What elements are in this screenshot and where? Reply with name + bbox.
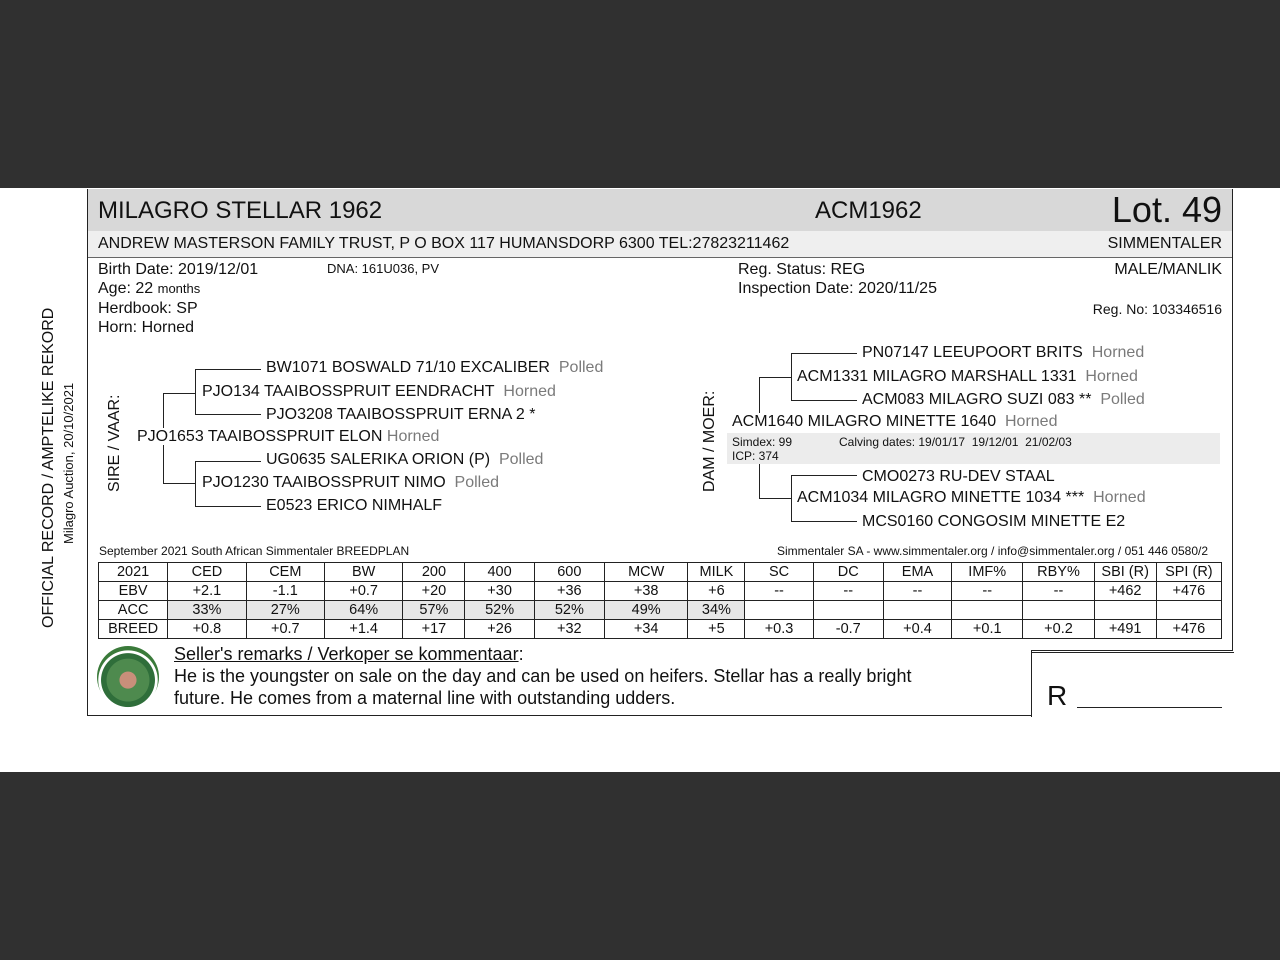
ebv-cell: +0.7 [246,620,324,639]
ebv-cell: -- [813,582,883,601]
sire-bracket-lower [195,461,196,507]
animal-name: PJO1653 TAAIBOSSPRUIT ELON [137,428,383,445]
ebv-cell: ACC [99,601,168,620]
ebv-cell: 200 [403,563,465,582]
ebv-cell: +2.1 [168,582,246,601]
animal-name: PJO1230 TAAIBOSSPRUIT NIMO [202,474,446,491]
ebv-cell: -- [1023,582,1094,601]
animal-name: E0523 ERICO NIMHALF [266,497,443,514]
breed-text: SIMMENTALER [1107,235,1222,252]
sire-upper-parent [202,383,556,401]
ebv-cell [1094,601,1156,620]
breedplan-contact: Simmentaler SA - www.simmentaler.org / info@simmentaler.org / 051 446 0580/2 [776,544,1208,558]
ebv-cell: RBY% [1023,563,1094,582]
ebv-cell: +0.3 [745,620,813,639]
animal-name: CMO0273 RU-DEV STAAL [862,468,1055,485]
ebv-cell [1156,601,1221,620]
sire-label: SIRE / VAAR: [106,394,123,492]
ebv-cell: EMA [883,563,951,582]
horn-status: Polled [454,474,500,491]
ebv-cell: +26 [465,620,534,639]
ebv-cell: 2021 [99,563,168,582]
animal-name: PJO3208 TAAIBOSSPRUIT ERNA 2 * [266,406,536,423]
remarks-line-2: future. He comes from a maternal line with outstanding udders. [174,688,676,708]
ebv-cell: +462 [1094,582,1156,601]
calving-dates: Calving dates: 19/01/17 19/12/01 21/02/03 [839,435,1072,449]
dam-upper-gp2 [862,391,1145,409]
ebv-cell: 600 [534,563,604,582]
remarks-heading: Seller's remarks / Verkoper se kommentaar [174,644,519,664]
dam-lower-gp1 [862,468,1055,486]
age-value: Age: 22 [98,280,154,297]
dam-bracket-upper [759,377,760,413]
horn-status: Horned [386,428,440,445]
ebv-cell: +476 [1156,582,1221,601]
ebv-cell: +0.2 [1023,620,1094,639]
ebv-cell: IMF% [952,563,1023,582]
ebv-cell: -- [952,582,1023,601]
horn-status: Horned [1091,344,1145,361]
simdex: Simdex: 99 [732,435,793,449]
animal-code: ACM1962 [815,197,922,224]
age-unit: months [157,281,201,296]
ebv-cell: +491 [1094,620,1156,639]
horn-status: Horn: Horned [98,319,195,336]
ebv-cell: 64% [325,601,403,620]
auction-label: Milagro Auction, 20/10/2021 [61,382,76,544]
ebv-cell: BREED [99,620,168,639]
dna: DNA: 161U036, PV [327,261,440,276]
ebv-cell: -1.1 [246,582,324,601]
sire-lower-parent [202,474,499,492]
simmentaler-logo [97,646,159,708]
sire-upper-gp2 [266,406,535,424]
ebv-cell [952,601,1023,620]
owner-row [88,231,1232,258]
reg-status: Reg. Status: REG [738,261,866,278]
horn-status: Horned [1093,489,1146,506]
ebv-table [98,562,1222,639]
sire-lower-gp1 [266,451,543,469]
ebv-cell: +17 [403,620,465,639]
price-label: R [1047,680,1068,711]
ebv-cell: +32 [534,620,604,639]
remarks-title: Seller's remarks / Verkoper se kommentaar: [174,644,524,664]
ebv-cell: +0.4 [883,620,951,639]
owner-text: ANDREW MASTERSON FAMILY TRUST, P O BOX 117 HUMANSDORP 6300 TEL:27823211462 [98,235,790,252]
ebv-cell: +20 [403,582,465,601]
catalogue-page [0,188,1280,772]
animal-name: PJO134 TAAIBOSSPRUIT EENDRACHT [202,383,495,400]
dam-bracket-lower [759,464,760,499]
lot-number: Lot. 49 [1111,189,1222,230]
ebv-cell: BW [325,563,403,582]
dam-label: DAM / MOER: [701,390,718,492]
ebv-cell: -0.7 [813,620,883,639]
ebv-cell: +0.1 [952,620,1023,639]
ebv-cell: MCW [604,563,687,582]
horn-status: Horned [503,383,556,400]
ebv-cell [1023,601,1094,620]
ebv-cell: SBI (R) [1094,563,1156,582]
ebv-cell: +30 [465,582,534,601]
animal-name: ACM1034 MILAGRO MINETTE 1034 *** [797,489,1085,506]
ebv-row-breed [99,620,1222,639]
ebv-cell: SC [745,563,813,582]
ebv-cell: MILK [688,563,745,582]
age [98,280,200,298]
animal-name: ACM1331 MILAGRO MARSHALL 1331 [797,368,1077,385]
ebv-cell [745,601,813,620]
dam-upper-gp1 [862,344,1144,362]
ebv-cell: SPI (R) [1156,563,1221,582]
dam-upper-parent [797,368,1138,386]
animal-name: ACM1640 MILAGRO MINETTE 1640 [732,413,997,430]
ebv-cell: -- [745,582,813,601]
ebv-cell: +1.4 [325,620,403,639]
ebv-row-ebv [99,582,1222,601]
ebv-cell: 34% [688,601,745,620]
ebv-row-acc [99,601,1222,620]
dam-lower-gp2 [862,513,1125,531]
sire-lower-gp2 [266,497,442,515]
animal-name: MCS0160 CONGOSIM MINETTE E2 [862,513,1126,530]
ebv-cell: +5 [688,620,745,639]
official-record-label: OFFICIAL RECORD / AMPTELIKE REKORD [40,307,57,628]
ebv-cell: -- [883,582,951,601]
lot-header [88,189,1232,232]
ebv-row-header [99,563,1222,582]
dam-bracket-upper-gp [791,353,792,401]
ebv-cell: +6 [688,582,745,601]
animal-name: BW1071 BOSWALD 71/10 EXCALIBER [266,359,550,376]
sire-main [137,428,439,446]
ebv-cell: 49% [604,601,687,620]
dam-main [732,413,1057,431]
ebv-cell: CED [168,563,246,582]
ebv-cell: 52% [534,601,604,620]
sire-upper-gp1 [266,359,603,377]
ebv-cell: 27% [246,601,324,620]
animal-name: ACM083 MILAGRO SUZI 083 ** [862,391,1092,408]
ebv-cell: 400 [465,563,534,582]
sex: MALE/MANLIK [1114,261,1222,278]
ebv-cell [883,601,951,620]
horn-status: Horned [1004,413,1058,430]
ebv-cell: +38 [604,582,687,601]
ebv-cell: 52% [465,601,534,620]
reg-number: Reg. No: 103346516 [1092,301,1222,317]
price-line[interactable] [1077,707,1222,708]
dam-lower-parent [797,489,1146,507]
horn-status: Polled [558,359,604,376]
ebv-cell: 57% [403,601,465,620]
ebv-cell: +36 [534,582,604,601]
ebv-cell: +0.8 [168,620,246,639]
icp: ICP: 374 [732,449,779,463]
dam-bracket-lower-gp [791,475,792,522]
horn-status: Polled [1100,391,1145,408]
remarks-line-1: He is the youngster on sale on the day and can be used on heifers. Stellar has a really bright [174,666,912,686]
animal-name: MILAGRO STELLAR 1962 [98,197,383,224]
ebv-cell: EBV [99,582,168,601]
ebv-cell: +34 [604,620,687,639]
ebv-cell: +0.7 [325,582,403,601]
inspection-date: Inspection Date: 2020/11/25 [738,280,937,297]
ebv-cell [813,601,883,620]
birth-date: Birth Date: 2019/12/01 [98,261,259,278]
sire-bracket-upper [195,369,196,415]
ebv-cell: +476 [1156,620,1221,639]
ebv-cell: CEM [246,563,324,582]
horn-status: Polled [498,451,544,468]
animal-name: PN07147 LEEUPOORT BRITS [862,344,1083,361]
herdbook: Herdbook: SP [98,300,198,317]
ebv-cell: DC [813,563,883,582]
ebv-cell: 33% [168,601,246,620]
horn-status: Horned [1085,368,1138,385]
animal-name: UG0635 SALERIKA ORION (P) [266,451,491,468]
breedplan-caption: September 2021 South African Simmentaler BREEDPLAN [99,544,410,558]
